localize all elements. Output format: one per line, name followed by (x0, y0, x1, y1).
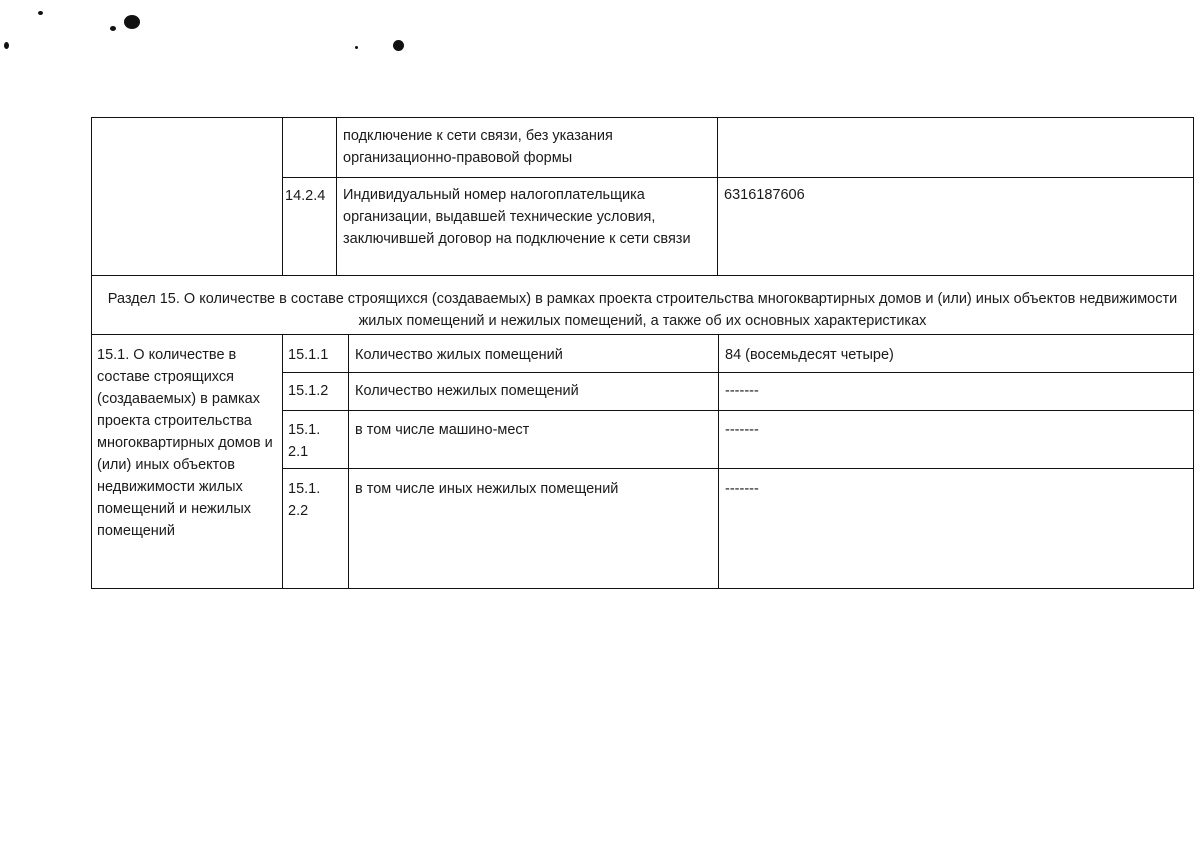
row-14-2-3-text: подключение к сети связи, без указания организационно-правовой формы (343, 128, 613, 166)
row-14-2-4-text: Индивидуальный номер налогоплательщика организации, выдавшей технические условия, заключившей договор на подключение к сети связи (343, 187, 691, 247)
row-15-1-1-text: Количество жилых помещений (355, 347, 563, 363)
section-15-title: Раздел 15. О количестве в составе строящихся (создаваемых) в рамках проекта строительства многоквартирных домов и (или) иных объектов недвижимости жилых помещений и нежилых помещений, а также об их основных характеристиках (107, 291, 1178, 329)
group-15-1-label: 15.1. О количестве в составе строящихся (создаваемых) в рамках проекта строительства многоквартирных домов и (или) иных объектов недвижимости жилых помещений и нежилых помещений (97, 347, 273, 539)
table-border (282, 468, 1194, 469)
row-15-1-2-number: 15.1.2 (288, 383, 329, 399)
table-border (1193, 117, 1194, 589)
row-15-1-2-2-number: 15.1.2.2 (288, 481, 321, 519)
table-border (91, 588, 1194, 589)
row-14-2-4-value: 6316187606 (724, 187, 805, 203)
row-14-2-4-number: 14.2.4 (285, 188, 326, 204)
row-15-1-2-2-value: ------- (725, 481, 759, 497)
row-15-1-2-2-text: в том числе иных нежилых помещений (355, 481, 619, 497)
row-15-1-2-1-text: в том числе машино-мест (355, 422, 530, 438)
row-15-1-2-1-value: ------- (725, 422, 759, 438)
table-border (282, 177, 1194, 178)
table-border (91, 334, 1194, 335)
row-15-1-2-1-number: 15.1.2.1 (288, 422, 321, 460)
table-border (91, 275, 1194, 276)
table-border (91, 117, 1194, 118)
row-15-1-2-value: ------- (725, 383, 759, 399)
row-14-2-3-value (718, 122, 1193, 177)
row-15-1-2-text: Количество нежилых помещений (355, 383, 579, 399)
table-border (282, 372, 1194, 373)
table-border (282, 410, 1194, 411)
row-15-1-1-value: 84 (восемьдесят четыре) (725, 347, 894, 363)
row-15-1-1-number: 15.1.1 (288, 347, 329, 363)
